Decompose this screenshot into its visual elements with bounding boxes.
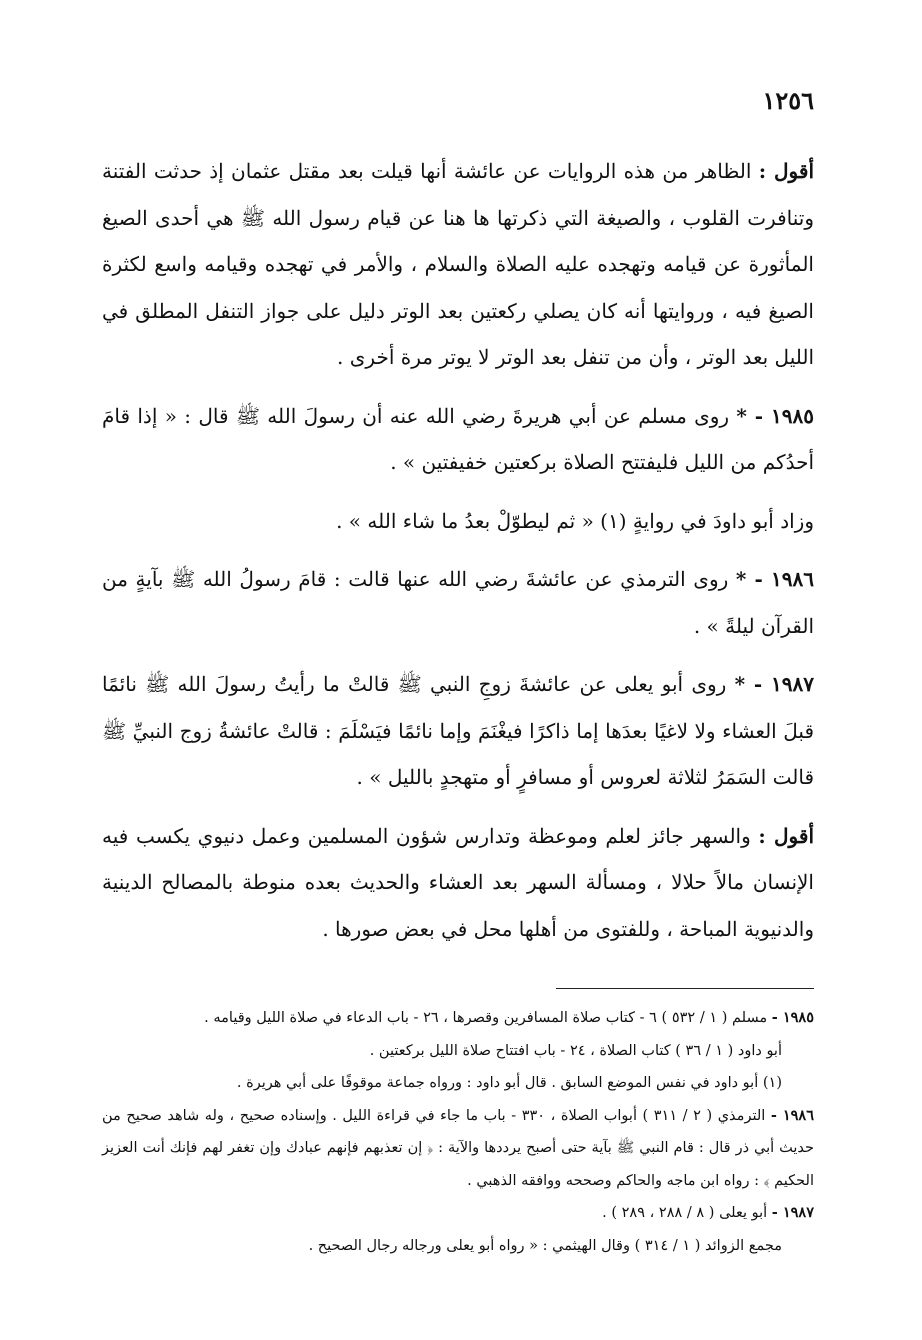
footnote-text: أبو داود ( ١ / ٣٦ ) كتاب الصلاة ، ٢٤ - باب افتتاح صلاة الليل بركعتين . [369,1042,782,1059]
paragraph-hadith-1987 [102,661,814,801]
footnote-1987 [102,1197,814,1230]
main-text [102,148,814,964]
footnote-number: ١٩٨٥ - [771,1009,814,1026]
paragraph-commentary-2 [102,813,814,953]
paragraph-text: الظاهر من هذه الروايات عن عائشة أنها قيلت بعد مقتل عثمان إذ حدثت الفتنة وتنافرت القلوب ، والصيغة التي ذكرتها ها هنا عن قيام رسول الله ﷺ هي أحدى الصيغ المأثورة عن قيامه وتهجده عليه الصلاة والسلام ، والأمر في تهجده وقيامه واسع لكثرة الصيغ فيه ، وروايتها أنه كان يصلي ركعتين بعد الوتر دليل على جواز التنفل المطلق في الليل بعد الوتر ، وأن من تنفل بعد الوتر لا يوتر مرة أخرى . [102,159,814,369]
paragraph-text: روى مسلم عن أبي هريرةَ رضي الله عنه أن رسولَ الله ﷺ قال : « إذا قامَ أحدُكم من الليل فليفتتح الصلاة بركعتين خفيفتين » . [102,403,814,474]
paragraph-text: وزاد أبو داودَ في روايةٍ (١) « ثم ليطوّلْ بعدُ ما شاء الله » . [336,508,814,533]
footnote-number: ١٩٨٦ - [770,1106,815,1124]
paragraph-hadith-1985 [102,393,814,486]
footnote-1987-majma [102,1230,814,1263]
hadith-number: ١٩٨٧ - * [734,672,814,696]
page-number: ١٢٥٦ [762,86,814,115]
footnote-text: أبو داود في نفس الموضع السابق . قال أبو داود : ورواه جماعة موقوفًا على أبي هريرة . [236,1075,763,1091]
commentary-lead: أقول : [758,823,814,848]
paragraph-hadith-1986 [102,556,814,649]
footnote-text: مجمع الزوائد ( ١ / ٣١٤ ) وقال الهيثمي : « رواه أبو يعلى ورجاله رجال الصحيح . [308,1237,782,1254]
footnote-1986 [102,1100,814,1198]
paragraph-text: والسهر جائز لعلم وموعظة وتدارس شؤون المسلمين وعمل دنيوي يكسب فيه الإنسان مالاً حلالا ، ومسألة السهر بعد العشاء والحديث بعده منوطة بالمصالح الدينية والدنيوية المباحة ، وللفتوى من أهلها محل في بعض صورها . [102,823,814,941]
footnote-1985-abu-dawud [102,1035,814,1068]
footnote-number: (١) [762,1075,782,1091]
footnote-divider [556,988,814,989]
footnote-1985 [102,1002,814,1035]
commentary-lead: أقول : [758,159,815,183]
paragraph-text: روى الترمذي عن عائشةَ رضي الله عنها قالت : قامَ رسولُ الله ﷺ بآيةٍ من القرآن ليلةً » . [102,567,814,638]
footnotes [102,1002,814,1262]
hadith-number: ١٩٨٦ - * [735,567,815,591]
footnote-1 [102,1067,814,1100]
paragraph-commentary-1 [102,148,814,381]
footnote-text: مسلم ( ١ / ٥٣٢ ) ٦ - كتاب صلاة المسافرين وقصرها ، ٢٦ - باب الدعاء في صلاة الليل وقيامه . [204,1010,772,1026]
paragraph-text: روى أبو يعلى عن عائشةَ زوجِ النبي ﷺ قالتْ ما رأيتُ رسولَ الله ﷺ نائمًا قبلَ العشاء ولا لاغيًا بعدَها إما ذاكرًا فيغْنَمَ وإما نائمًا فيَسْلَمَ : قالتْ عائشةُ زوج النبيِّ ﷺ قالت السَمَرُ لثلاثة لعروس أو مسافرٍ أو متهجدٍ بالليل » . [102,672,814,789]
hadith-number: ١٩٨٥ - * [736,403,815,428]
footnote-number: ١٩٨٧ - [771,1204,814,1221]
paragraph-abu-dawud-addition [102,498,814,545]
footnote-text: الترمذي ( ٢ / ٣١١ ) أبواب الصلاة ، ٣٣٠ - باب ما جاء في قراءة الليل . وإسناده صحيح ، وله شاهد صحيح من حديث أبي ذر قال : قام النبي ﷺ بآية حتى أصبح يرددها والآية : ﴿ إن تعذبهم فإنهم عبادك وإن تغفر لهم فإنك أنت العزيز الحكيم ﴾ : رواه ابن ماجه والحاكم وصححه ووافقه الذهبي . [102,1107,814,1189]
footnote-text: أبو يعلى ( ٨ / ٢٨٨ ، ٢٨٩ ) . [602,1205,772,1221]
